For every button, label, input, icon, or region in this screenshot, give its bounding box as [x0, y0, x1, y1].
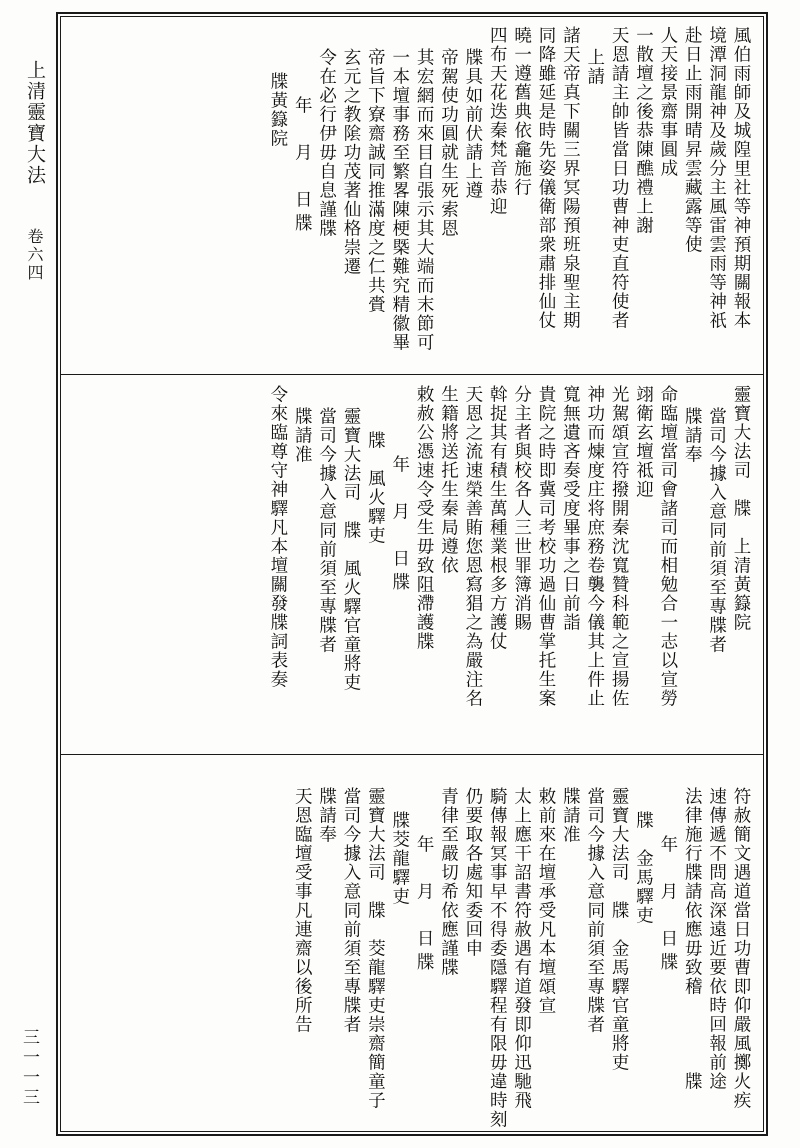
text-column: 寬無遺吝奏受度畢事之日前詣 [560, 385, 581, 632]
text-column: 一本壇事務至繁畧陳梗槩難究精徽畢 [389, 48, 410, 352]
text-column: 同降雖延是時先姿儀衛部衆肅排仙仗 [536, 26, 556, 330]
text-column: 一散壇之後恭陳醮禮上謝 [633, 26, 654, 235]
text-column: 玄元之教隂功茂著仙格崇遷 [341, 48, 361, 276]
book-title: 上清靈寶大法 [24, 60, 46, 186]
text-column: 牒請奉 [682, 407, 703, 464]
text-column: 敕前來在壇承受凡本壇頌宣 [536, 787, 556, 1015]
text-column: 牒 風火驛吏 [365, 431, 386, 545]
text-column: 牒 金馬驛吏 [633, 811, 654, 925]
text-column: 諸天帝真下關三界冥陽預班泉聖主期 [560, 26, 581, 330]
text-column: 天恩臨壇受事凡連齋以後所告 [292, 787, 313, 1034]
text-column: 天恩之流速榮善賄您恩寫猖之為嚴注名 [462, 385, 483, 708]
text-column: 牒請准 [560, 787, 581, 844]
text-column: 符赦簡文遇道當日功曹即仰嚴風擲火疾 [731, 787, 751, 1110]
text-column: 帝旨下寮齋誠同推滿度之仁共賫 [365, 48, 386, 314]
text-column: 令在必行伊毋自息謹牒 [316, 48, 337, 238]
text-column: 當司今據入意同前須至專牒者 [706, 407, 727, 654]
text-column: 分主者與校各人三世罪簿消賜 [511, 385, 532, 632]
text-column: 靈寶大法司 牒 金馬驛官童將吏 [609, 787, 630, 1072]
text-column: 斡捉其有積生萬種業根多方護仗 [487, 385, 508, 651]
text-column: 青律至嚴切希依應謹牒 [438, 787, 459, 977]
text-column: 赴日止雨開晴昇雲藏露等使 [682, 26, 703, 254]
text-column: 法律施行牒請依應毋致稽 牒 [682, 787, 703, 1091]
text-column: 靈寶大法司 牒 風火驛官童將吏 [341, 407, 361, 692]
text-column: 四布天花迭秦梵音恭迎 [487, 26, 508, 216]
text-column: 帝駕使功圓就生死索恩 [438, 48, 459, 238]
text-column: 牒請准 [292, 407, 313, 464]
text-column: 命臨壇當司會諸司而相勉合一志以宣勞 [657, 385, 678, 708]
text-column: 翊衛玄壇祗迎 [633, 385, 654, 499]
page-spine-margin [0, 0, 56, 1148]
text-column: 境潭洞龍神及歲分主風雷雲雨等神祇 [706, 26, 727, 330]
text-column: 騎傳報冥事早不得委隱驛程有限毋違時刻 [487, 787, 508, 1129]
text-band-2 [60, 375, 764, 754]
text-column: 靈寶大法司 牒 上清黃籙院 [731, 385, 751, 632]
text-column: 牒具如前伏請上遵 [462, 48, 483, 200]
text-column: 其宏網而來目自張示其大端而末節可 [414, 48, 435, 352]
text-column: 生籍將送托生秦局遵依 [438, 385, 459, 575]
text-column: 年 月 日牒 [414, 835, 435, 976]
text-column: 年 月 日牒 [657, 835, 678, 976]
text-column: 太上應干詔書符赦遇有道發即仰迅馳飛 [511, 787, 532, 1110]
text-column: 當司今據入意同前須至專牒者 [316, 407, 337, 654]
text-column: 天恩請主帥皆當日功曹神吏直符使者 [609, 26, 630, 330]
text-column: 當司今據入意同前須至專牒者 [584, 787, 605, 1034]
volume-label: 卷六四 [25, 228, 44, 282]
text-column: 速傳遞不問高深遠近要依時回報前途 [706, 787, 727, 1091]
text-band-3 [60, 755, 764, 1132]
text-column: 牒請奉 [316, 787, 337, 844]
text-column: 曉一遵舊典依龕施行 [511, 26, 532, 197]
text-column: 神功而煉度庄将庶務卷襲今儀其上件止 [584, 385, 605, 708]
text-column: 光駕頌宣符撥開秦沈寬贊科範之宣揚佐 [609, 385, 630, 708]
text-column: 靈寶大法司 牒 茭龍驛吏崇齋簡童子 [365, 787, 386, 1110]
text-column: 風伯雨師及城隍里社等神預期關報本 [731, 26, 751, 330]
text-column: 牒黃籙院 [267, 72, 288, 148]
text-column: 年 月 日牒 [389, 455, 410, 596]
text-column: 仍要取各處知委回申 [462, 787, 483, 958]
text-column: 牒茭龍驛吏 [389, 811, 410, 906]
text-column: 當司今據入意同前須至專牒者 [341, 787, 361, 1034]
text-band-1 [60, 16, 764, 374]
page-number: 三一一三 [19, 1028, 39, 1108]
text-column: 令來臨尊守神驛凡本壇關發牒詞表奏 [267, 385, 288, 689]
text-column: 貴院之時即冀司考校功過仙曹掌托生案 [536, 385, 556, 708]
text-column: 敕赦公憑速令受生毋致阻滯護牒 [414, 385, 435, 651]
text-column: 年 月 日牒 [292, 96, 313, 237]
text-column: 上請 [584, 48, 605, 86]
text-column: 人天接景齋事圓成 [657, 26, 678, 178]
